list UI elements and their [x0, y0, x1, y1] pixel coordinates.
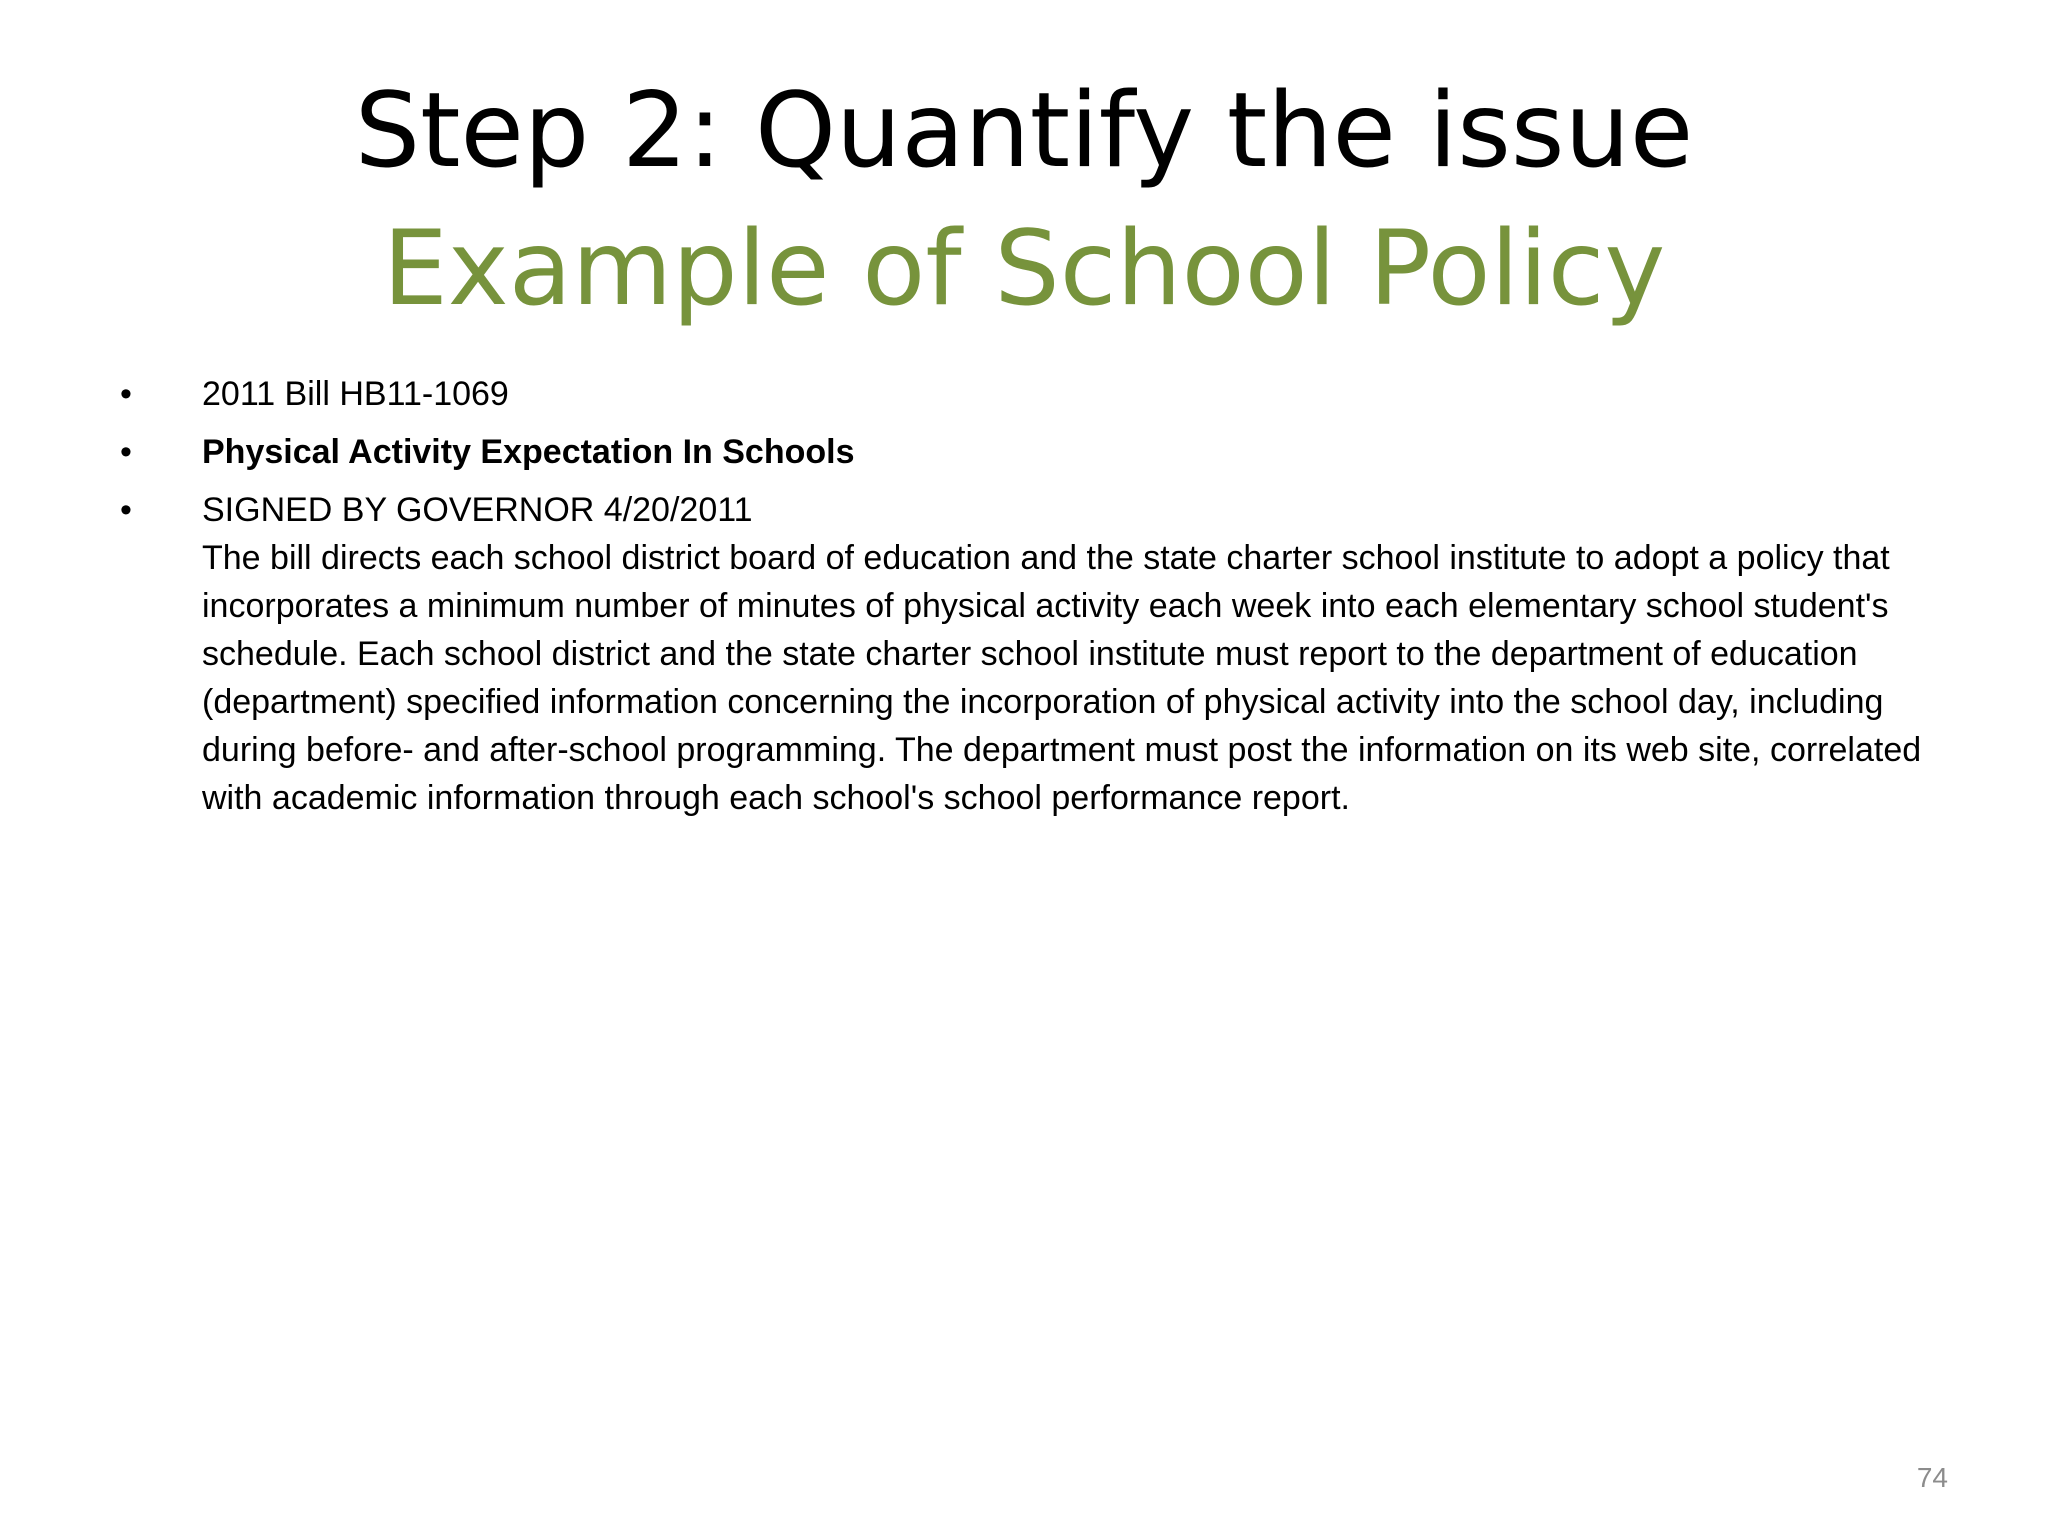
bill-description: The bill directs each school district board of education and the state charter school institute to adopt a policy that incorporates a minimum number of minutes of physical activity each week into each elementary school student's schedule. Each school district and the state charter school institute must report to the department of education (department) specified information concerning the incorporation of physical activity into the school day, including during before- and after-school programming. The department must post the information on its web site, correlated with academic information through each school's school performance report. — [202, 539, 1922, 817]
bullet-icon: • — [120, 433, 132, 471]
slide-title: Step 2: Quantify the issue — [354, 71, 1694, 191]
bullet-list — [120, 370, 1960, 832]
bullet-text: SIGNED BY GOVERNOR 4/20/2011 — [202, 491, 753, 529]
bullet-item-bill-title — [120, 428, 1960, 476]
bullet-icon: • — [120, 375, 132, 413]
page-number: 74 — [1916, 1462, 1948, 1493]
slide-subtitle: Example of School Policy — [382, 209, 1666, 329]
bullet-icon: • — [120, 491, 132, 529]
bullet-item-bill-number — [120, 370, 1960, 418]
bullet-item-signed — [120, 486, 1960, 822]
bullet-text: 2011 Bill HB11-1069 — [202, 375, 509, 413]
title-block — [0, 62, 2048, 338]
bullet-text: Physical Activity Expectation In Schools — [202, 433, 855, 471]
